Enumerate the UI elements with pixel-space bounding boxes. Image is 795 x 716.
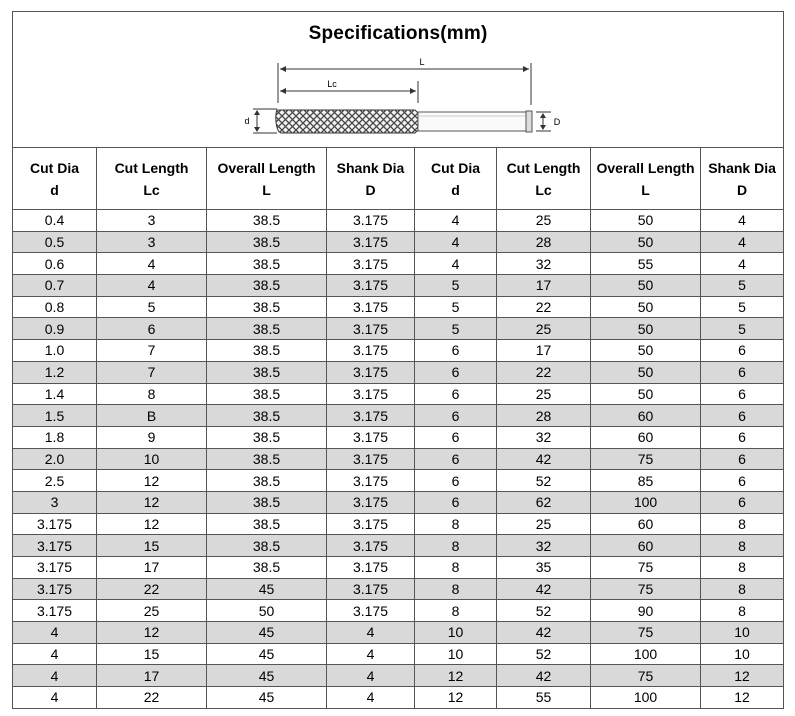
cell-cut-length: 22 [97,578,207,600]
cell-shank-dia-2: 8 [701,535,784,557]
table-row [13,426,784,448]
table-row [13,687,784,709]
cell-cut-dia: 3.175 [13,600,97,622]
cell-overall-length-2: 50 [591,383,701,405]
header-shank-dia: Shank Dia D [327,148,415,210]
table-row [13,296,784,318]
cell-overall-length-2: 75 [591,448,701,470]
cell-shank-dia: 3.175 [327,275,415,297]
cell-overall-length-2: 100 [591,687,701,709]
cell-cut-dia-2: 12 [415,687,497,709]
label-Lc: Lc [327,79,337,89]
cell-shank-dia-2: 6 [701,340,784,362]
table-row [13,535,784,557]
cell-shank-dia: 3.175 [327,491,415,513]
cell-overall-length-2: 75 [591,557,701,579]
cell-shank-dia-2: 10 [701,643,784,665]
cell-overall-length-2: 60 [591,405,701,427]
cell-cut-length-2: 52 [497,470,591,492]
cell-overall-length-2: 50 [591,231,701,253]
cell-cut-dia-2: 8 [415,557,497,579]
cell-cut-dia: 4 [13,687,97,709]
table-row [13,665,784,687]
cell-shank-dia: 3.175 [327,426,415,448]
cell-shank-dia-2: 6 [701,361,784,383]
cell-cut-length: 7 [97,361,207,383]
table-row [13,448,784,470]
cell-cut-length: 12 [97,470,207,492]
cell-shank-dia: 4 [327,687,415,709]
table-row [13,405,784,427]
cell-cut-length: 6 [97,318,207,340]
cell-cut-dia: 1.5 [13,405,97,427]
cell-shank-dia-2: 12 [701,687,784,709]
cell-cut-length: 3 [97,231,207,253]
cell-shank-dia: 3.175 [327,296,415,318]
cell-cut-dia-2: 6 [415,361,497,383]
cell-shank-dia-2: 8 [701,557,784,579]
cell-cut-dia-2: 5 [415,318,497,340]
cell-shank-dia-2: 6 [701,470,784,492]
cell-overall-length: 38.5 [207,210,327,232]
cell-overall-length-2: 100 [591,643,701,665]
cell-cut-dia-2: 8 [415,600,497,622]
cell-shank-dia-2: 5 [701,275,784,297]
cell-overall-length-2: 85 [591,470,701,492]
cell-overall-length-2: 100 [591,491,701,513]
cell-cut-length: 17 [97,665,207,687]
end-mill-dimension-diagram [205,53,567,147]
title-cell [13,12,784,148]
cell-cut-length: 12 [97,513,207,535]
cell-overall-length-2: 75 [591,622,701,644]
cell-shank-dia-2: 5 [701,296,784,318]
cell-overall-length-2: 50 [591,318,701,340]
cell-cut-length: 3 [97,210,207,232]
cell-shank-dia: 3.175 [327,578,415,600]
table-row [13,513,784,535]
cell-overall-length: 38.5 [207,513,327,535]
cell-cut-dia-2: 6 [415,405,497,427]
cell-cut-length: 5 [97,296,207,318]
cell-shank-dia-2: 8 [701,578,784,600]
cell-cut-dia: 3.175 [13,557,97,579]
cell-shank-dia: 3.175 [327,253,415,275]
cell-overall-length: 38.5 [207,361,327,383]
cell-shank-dia-2: 8 [701,600,784,622]
cell-cut-length: 22 [97,687,207,709]
cell-cut-length-2: 52 [497,643,591,665]
table-body [13,210,784,709]
cell-overall-length-2: 75 [591,665,701,687]
table-row [13,383,784,405]
label-D: D [553,117,561,127]
cell-cut-length: 25 [97,600,207,622]
cell-overall-length-2: 50 [591,361,701,383]
cell-cut-dia: 0.8 [13,296,97,318]
cell-cut-dia-2: 10 [415,622,497,644]
cell-cut-dia: 0.9 [13,318,97,340]
cell-cut-length-2: 32 [497,253,591,275]
cell-cut-dia: 0.6 [13,253,97,275]
cell-shank-dia-2: 12 [701,665,784,687]
cell-overall-length-2: 50 [591,296,701,318]
table-row [13,253,784,275]
cell-cut-length: 10 [97,448,207,470]
cell-overall-length-2: 60 [591,535,701,557]
cell-overall-length: 38.5 [207,405,327,427]
cell-cut-length-2: 25 [497,513,591,535]
cell-cut-dia-2: 5 [415,296,497,318]
cell-cut-dia-2: 8 [415,535,497,557]
table-row [13,491,784,513]
cell-cut-length: 7 [97,340,207,362]
label-d: d [244,116,250,126]
cell-shank-dia: 3.175 [327,470,415,492]
cell-cut-length-2: 22 [497,296,591,318]
table-row [13,361,784,383]
cell-shank-dia: 4 [327,643,415,665]
cell-cut-length-2: 17 [497,275,591,297]
cell-cut-length: 8 [97,383,207,405]
cell-shank-dia: 3.175 [327,600,415,622]
tool-shank [418,112,532,131]
cell-overall-length-2: 50 [591,275,701,297]
cell-overall-length: 38.5 [207,491,327,513]
cell-shank-dia: 3.175 [327,231,415,253]
cutting-flute [276,110,418,133]
cell-cut-dia: 1.2 [13,361,97,383]
cell-shank-dia: 3.175 [327,535,415,557]
cell-cut-length: 4 [97,253,207,275]
table-row [13,557,784,579]
table-row [13,643,784,665]
cell-shank-dia: 3.175 [327,383,415,405]
header-overall-length: Overall Length L [207,148,327,210]
cell-cut-dia: 1.8 [13,426,97,448]
cell-shank-dia: 3.175 [327,405,415,427]
cell-cut-length-2: 42 [497,578,591,600]
table-row [13,231,784,253]
cell-cut-dia: 4 [13,665,97,687]
cell-cut-length-2: 28 [497,405,591,427]
table-row [13,470,784,492]
cell-cut-length-2: 55 [497,687,591,709]
cell-cut-length-2: 25 [497,383,591,405]
cell-cut-dia-2: 4 [415,210,497,232]
cell-shank-dia: 4 [327,622,415,644]
cell-cut-dia-2: 4 [415,231,497,253]
cell-cut-length-2: 32 [497,535,591,557]
cell-overall-length-2: 60 [591,426,701,448]
cell-cut-dia-2: 8 [415,513,497,535]
cell-overall-length: 38.5 [207,318,327,340]
table-row [13,600,784,622]
cell-cut-length: 17 [97,557,207,579]
cell-cut-dia: 0.5 [13,231,97,253]
cell-cut-dia-2: 6 [415,340,497,362]
cell-cut-dia: 2.0 [13,448,97,470]
cell-overall-length: 38.5 [207,296,327,318]
cell-shank-dia: 3.175 [327,448,415,470]
table-row [13,578,784,600]
cell-cut-length-2: 32 [497,426,591,448]
cell-cut-dia: 4 [13,622,97,644]
cell-cut-length: 12 [97,622,207,644]
cell-cut-length-2: 25 [497,210,591,232]
cell-overall-length: 45 [207,687,327,709]
cell-overall-length: 45 [207,643,327,665]
cell-shank-dia-2: 6 [701,448,784,470]
cell-cut-dia-2: 4 [415,253,497,275]
cell-cut-dia-2: 8 [415,578,497,600]
cell-cut-dia: 3.175 [13,578,97,600]
header-overall-length-2: Overall Length L [591,148,701,210]
cell-cut-length-2: 17 [497,340,591,362]
cell-cut-length: B [97,405,207,427]
cell-cut-length-2: 42 [497,665,591,687]
cell-overall-length: 45 [207,578,327,600]
table-row [13,340,784,362]
cell-cut-length-2: 52 [497,600,591,622]
cell-overall-length: 38.5 [207,253,327,275]
cell-shank-dia: 3.175 [327,361,415,383]
cell-cut-dia: 3.175 [13,535,97,557]
cell-cut-dia-2: 6 [415,426,497,448]
cell-cut-length: 4 [97,275,207,297]
cell-cut-dia-2: 10 [415,643,497,665]
cell-shank-dia: 4 [327,665,415,687]
header-row [13,148,784,210]
cell-cut-dia: 0.4 [13,210,97,232]
cell-overall-length-2: 50 [591,340,701,362]
cell-overall-length-2: 90 [591,600,701,622]
cell-overall-length: 50 [207,600,327,622]
cell-shank-dia-2: 10 [701,622,784,644]
label-L: L [419,57,425,67]
cell-overall-length: 38.5 [207,275,327,297]
table-row [13,210,784,232]
cell-overall-length-2: 55 [591,253,701,275]
table-row [13,622,784,644]
header-cut-length-2: Cut Length Lc [497,148,591,210]
cell-cut-dia: 2.5 [13,470,97,492]
cell-shank-dia-2: 4 [701,231,784,253]
cell-cut-dia: 3 [13,491,97,513]
cell-cut-dia-2: 6 [415,383,497,405]
cell-shank-dia-2: 6 [701,405,784,427]
cell-cut-length-2: 62 [497,491,591,513]
cell-overall-length-2: 60 [591,513,701,535]
cell-overall-length: 38.5 [207,448,327,470]
specifications-table [12,11,784,709]
cell-shank-dia-2: 4 [701,253,784,275]
header-cut-dia-2: Cut Dia d [415,148,497,210]
cell-cut-dia: 1.0 [13,340,97,362]
cell-shank-dia-2: 6 [701,383,784,405]
cell-cut-dia: 3.175 [13,513,97,535]
cell-cut-length: 9 [97,426,207,448]
cell-cut-length: 12 [97,491,207,513]
header-shank-dia-2: Shank Dia D [701,148,784,210]
cell-shank-dia-2: 8 [701,513,784,535]
cell-cut-length-2: 28 [497,231,591,253]
cell-overall-length: 38.5 [207,557,327,579]
cell-overall-length: 38.5 [207,340,327,362]
cell-shank-dia: 3.175 [327,557,415,579]
cell-shank-dia-2: 6 [701,426,784,448]
header-cut-length: Cut Length Lc [97,148,207,210]
cell-cut-length-2: 22 [497,361,591,383]
cell-overall-length: 38.5 [207,535,327,557]
cell-cut-dia-2: 6 [415,448,497,470]
cell-cut-length-2: 35 [497,557,591,579]
cell-cut-dia: 1.4 [13,383,97,405]
cell-cut-length-2: 42 [497,622,591,644]
cell-shank-dia-2: 4 [701,210,784,232]
table-title: Specifications(mm) [308,23,488,44]
cell-cut-dia-2: 6 [415,491,497,513]
cell-shank-dia: 3.175 [327,513,415,535]
cell-overall-length: 38.5 [207,231,327,253]
cell-overall-length-2: 50 [591,210,701,232]
cell-shank-dia: 3.175 [327,340,415,362]
cell-overall-length: 45 [207,665,327,687]
cell-shank-dia-2: 6 [701,491,784,513]
cell-overall-length-2: 75 [591,578,701,600]
cell-cut-dia-2: 5 [415,275,497,297]
table-row [13,275,784,297]
cell-cut-dia-2: 12 [415,665,497,687]
cell-overall-length: 45 [207,622,327,644]
table-row [13,318,784,340]
cell-shank-dia: 3.175 [327,318,415,340]
cell-cut-dia: 0.7 [13,275,97,297]
cell-overall-length: 38.5 [207,426,327,448]
cell-shank-dia-2: 5 [701,318,784,340]
shank-end [526,111,532,132]
cell-cut-length-2: 25 [497,318,591,340]
cell-overall-length: 38.5 [207,383,327,405]
header-cut-dia: Cut Dia d [13,148,97,210]
cell-cut-length-2: 42 [497,448,591,470]
cell-overall-length: 38.5 [207,470,327,492]
cell-cut-dia-2: 6 [415,470,497,492]
cell-cut-length: 15 [97,535,207,557]
cell-cut-dia: 4 [13,643,97,665]
cell-shank-dia: 3.175 [327,210,415,232]
cell-cut-length: 15 [97,643,207,665]
